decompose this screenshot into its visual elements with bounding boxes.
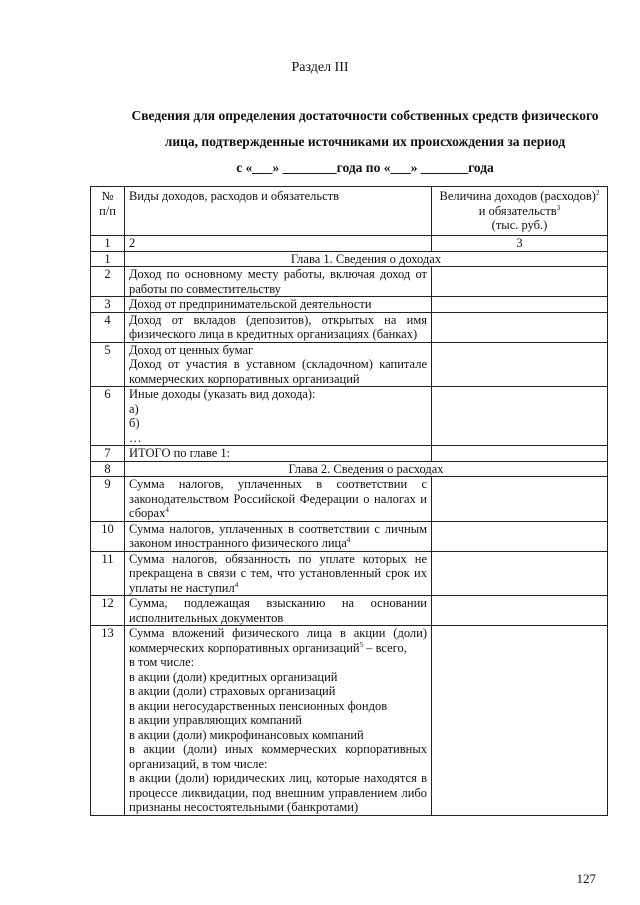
row-text (125, 387, 432, 446)
header-value-part3: (тыс. руб.) (491, 218, 548, 232)
header-num: № п/п (91, 187, 125, 236)
footnote-ref-4: 4 (165, 505, 169, 514)
row-text-body: Сумма налогов, обязанность по уплате которых не прекращена в связи с тем, что установленный срок их уплаты не наступил (129, 551, 427, 595)
row-num: 3 (91, 297, 125, 313)
row-text (125, 521, 432, 551)
row-13-intro-tail: – всего, (363, 640, 407, 655)
footnote-ref-4: 4 (346, 535, 351, 544)
row-value-cell (432, 446, 608, 462)
row-value-cell (432, 387, 608, 446)
row-text: Доход от предпринимательской деятельности (125, 297, 432, 313)
row-num: 13 (91, 626, 125, 816)
table-row (91, 267, 608, 297)
table-row (91, 297, 608, 313)
table-row (91, 446, 608, 462)
title-line-1: Сведения для определения достаточности собственных средств физического (131, 108, 599, 123)
row-num: 9 (91, 477, 125, 522)
row-text-line: Иные доходы (указать вид дохода): (129, 387, 316, 401)
column-number-3: 3 (432, 236, 608, 252)
income-expense-table (90, 186, 608, 816)
row-13-intro (129, 626, 427, 655)
row-text: Доход по основному месту работы, включая доход от работы по совместительству (125, 267, 432, 297)
table-row (91, 551, 608, 596)
footnote-ref-5: 5 (359, 640, 364, 649)
row-num: 12 (91, 596, 125, 626)
column-number-2: 2 (125, 236, 432, 252)
row-13-item: в акции (доли) страховых организаций (129, 684, 336, 698)
document-title (130, 103, 600, 181)
row-text: Доход от вкладов (депозитов), открытых на имя физического лица в кредитных организациях (банках) (125, 312, 432, 342)
row-13-item: в акции управляющих компаний (129, 713, 302, 727)
row-value-cell (432, 596, 608, 626)
row-value-cell (432, 312, 608, 342)
row-13-intro-text: Сумма вложений физического лица в акции (доли) коммерческих корпоративных организаций (129, 626, 427, 655)
chapter-1-title: Глава 1. Сведения о доходах (125, 251, 608, 267)
table-row (91, 312, 608, 342)
row-text-line: … (129, 430, 142, 445)
chapter-1-row (91, 251, 608, 267)
table-row (91, 626, 608, 816)
footnote-ref-2: 2 (595, 188, 600, 197)
row-text: Сумма, подлежащая взысканию на основании исполнительных документов (125, 596, 432, 626)
footnote-ref-4: 4 (234, 580, 239, 589)
table-row (91, 521, 608, 551)
table-row (91, 387, 608, 446)
header-value-part2: и обязательств (478, 203, 557, 218)
page-number: 127 (576, 871, 596, 886)
row-value-cell (432, 297, 608, 313)
row-13-item: в акции (доли) иных коммерческих корпоративных организаций, в том числе: (129, 742, 427, 771)
row-text-line: Доход от ценных бумаг (129, 342, 254, 357)
row-num: 8 (91, 461, 125, 477)
row-text-line: Доход от участия в уставном (складочном) капитале коммерческих корпоративных организаций (129, 357, 427, 386)
row-text (125, 342, 432, 387)
header-kinds: Виды доходов, расходов и обязательств (125, 187, 432, 236)
row-value-cell (432, 342, 608, 387)
row-num: 1 (91, 251, 125, 267)
row-text (125, 551, 432, 596)
row-text-line: б) (129, 416, 140, 430)
row-text-body: Сумма налогов, уплаченных в соответствии с личным законом иностранного физического лица (129, 521, 427, 550)
row-num: 2 (91, 267, 125, 297)
row-13-item: в акции негосударственных пенсионных фондов (129, 698, 388, 713)
chapter-2-title: Глава 2. Сведения о расходах (125, 461, 608, 477)
header-value-part1: Величина доходов (расходов) (439, 189, 596, 203)
table-row (91, 342, 608, 387)
row-text: ИТОГО по главе 1: (125, 446, 432, 462)
row-text-line: а) (129, 401, 139, 416)
row-num: 7 (91, 446, 125, 462)
title-line-2: лица, подтвержденные источниками их происхождения за период (164, 134, 566, 149)
chapter-2-row (91, 461, 608, 477)
table-header-row (91, 187, 608, 236)
row-num: 10 (91, 521, 125, 551)
column-numbers-row (91, 236, 608, 252)
row-num: 4 (91, 312, 125, 342)
row-text (125, 477, 432, 522)
section-heading: Раздел III (291, 60, 349, 75)
row-13-item: в акции (доли) юридических лиц, которые находятся в процессе ликвидации, под внешним управлением либо признаны несостоятельными (банкротами) (129, 771, 427, 814)
table-row (91, 477, 608, 522)
column-number-1: 1 (91, 236, 125, 252)
row-value-cell (432, 626, 608, 816)
header-value (432, 187, 608, 236)
row-value-cell (432, 477, 608, 522)
row-13-item: в том числе: (129, 655, 195, 669)
row-text-body: Сумма налогов, уплаченных в соответствии с законодательством Российской Федерации о налогах и сборах (129, 477, 427, 520)
row-num: 5 (91, 342, 125, 387)
title-line-3: с «___» ________года по «___» _______года (236, 160, 494, 175)
footnote-ref-3: 3 (556, 203, 561, 212)
row-value-cell (432, 521, 608, 551)
row-value-cell (432, 551, 608, 596)
table-row (91, 596, 608, 626)
row-13-item: в акции (доли) кредитных организаций (129, 669, 338, 684)
row-value-cell (432, 267, 608, 297)
row-num: 11 (91, 551, 125, 596)
row-13-item: в акции (доли) микрофинансовых компаний (129, 727, 364, 742)
row-text (125, 626, 432, 816)
row-num: 6 (91, 387, 125, 446)
